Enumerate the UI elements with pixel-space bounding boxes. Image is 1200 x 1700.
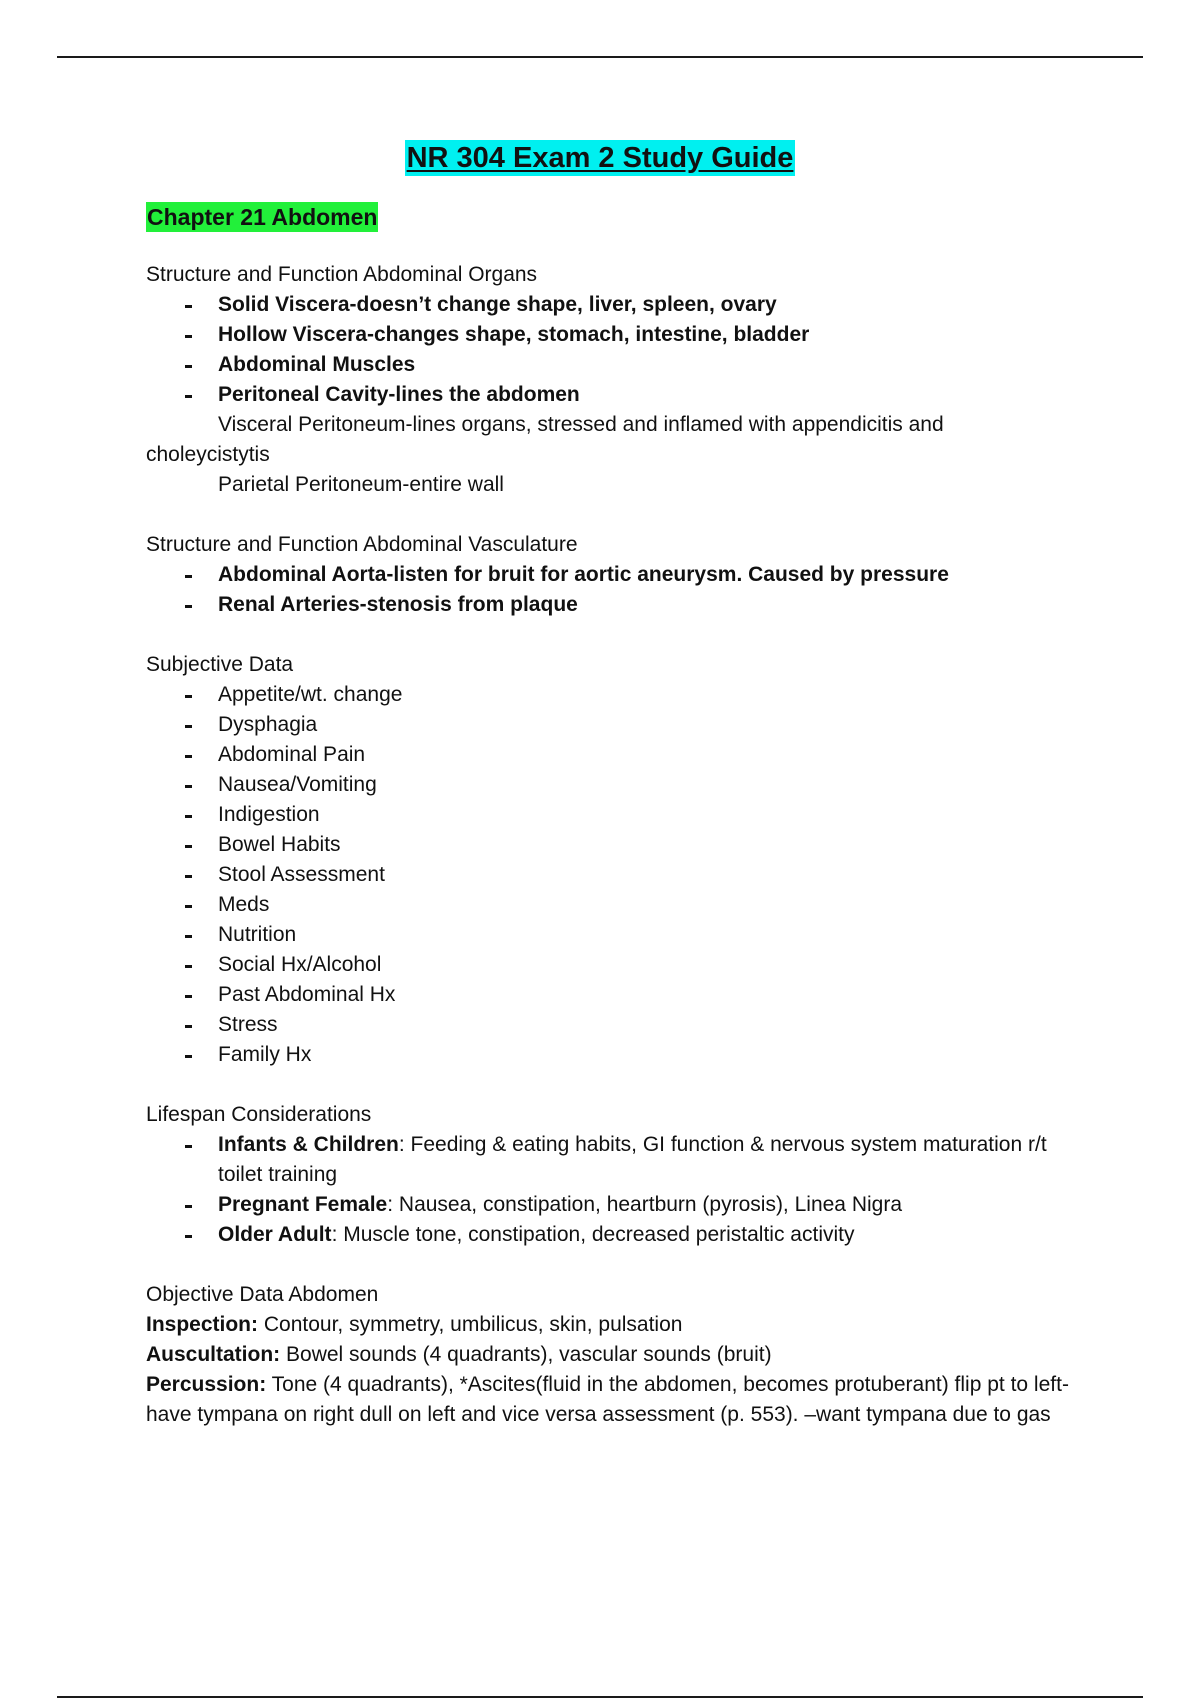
list-item: Indigestion <box>146 800 1096 830</box>
percussion-label: Percussion: <box>146 1373 267 1396</box>
auscultation-line <box>146 1340 1096 1370</box>
lifespan-list <box>146 1130 1096 1250</box>
list-item: Dysphagia <box>146 710 1096 740</box>
list-item: Peritoneal Cavity-lines the abdomen <box>146 380 1096 410</box>
percussion-text: Tone (4 quadrants), *Ascites(fluid in the abdomen, becomes protuberant) flip pt to left-have tympana on right dull on left and vice versa assessment (p. 553). –want tympana due to gas <box>146 1373 1069 1426</box>
section-heading: Subjective Data <box>146 653 294 676</box>
list-item <box>146 1130 1096 1190</box>
section-heading: Lifespan Considerations <box>146 1103 372 1126</box>
list-item <box>146 1220 1096 1250</box>
objective-section <box>146 1280 1096 1430</box>
organs-list <box>146 290 1096 410</box>
page-title: NR 304 Exam 2 Study Guide <box>406 142 794 174</box>
visceral-peritoneum-continued: choleycistytis <box>146 443 270 466</box>
percussion-line <box>146 1370 1096 1430</box>
list-item: Social Hx/Alcohol <box>146 950 1096 980</box>
auscultation-text: Bowel sounds (4 quadrants), vascular sounds (bruit) <box>280 1343 772 1366</box>
list-item: Stool Assessment <box>146 860 1096 890</box>
item-text: : Muscle tone, constipation, decreased peristaltic activity <box>331 1223 855 1246</box>
inspection-label: Inspection: <box>146 1313 259 1336</box>
item-label: Pregnant Female <box>218 1193 388 1216</box>
item-text: : Feeding & eating habits, GI function & nervous system maturation r/t toilet training <box>218 1133 1047 1186</box>
inspection-text: Contour, symmetry, umbilicus, skin, pulsation <box>258 1313 683 1336</box>
top-rule <box>57 56 1143 58</box>
list-item: Appetite/wt. change <box>146 680 1096 710</box>
document-body <box>146 140 1096 1460</box>
vasculature-list <box>146 560 1096 620</box>
organs-section <box>146 260 1096 500</box>
parietal-peritoneum-text: Parietal Peritoneum-entire wall <box>218 473 504 496</box>
list-item: Family Hx <box>146 1040 1096 1070</box>
subjective-list <box>146 680 1096 1070</box>
list-item: Solid Viscera-doesn’t change shape, liver, spleen, ovary <box>146 290 1096 320</box>
lifespan-section <box>146 1100 1096 1250</box>
vasculature-section <box>146 530 1096 620</box>
list-item <box>146 1190 1096 1220</box>
auscultation-label: Auscultation: <box>146 1343 281 1366</box>
list-item: Abdominal Muscles <box>146 350 1096 380</box>
inspection-line <box>146 1310 1096 1340</box>
chapter-heading: Chapter 21 Abdomen <box>147 204 378 230</box>
section-heading: Structure and Function Abdominal Vasculature <box>146 533 578 556</box>
list-item: Past Abdominal Hx <box>146 980 1096 1010</box>
list-item: Hollow Viscera-changes shape, stomach, intestine, bladder <box>146 320 1096 350</box>
visceral-peritoneum-text: Visceral Peritoneum-lines organs, stressed and inflamed with appendicitis and <box>218 413 944 436</box>
item-text: : Nausea, constipation, heartburn (pyrosis), Linea Nigra <box>387 1193 903 1216</box>
list-item: Meds <box>146 890 1096 920</box>
section-heading: Objective Data Abdomen <box>146 1283 379 1306</box>
list-item: Nutrition <box>146 920 1096 950</box>
list-item: Stress <box>146 1010 1096 1040</box>
item-label: Infants & Children <box>218 1133 399 1156</box>
bottom-rule <box>57 1696 1143 1698</box>
section-heading: Structure and Function Abdominal Organs <box>146 263 538 286</box>
list-item: Nausea/Vomiting <box>146 770 1096 800</box>
item-label: Older Adult <box>218 1223 332 1246</box>
list-item: Bowel Habits <box>146 830 1096 860</box>
list-item: Abdominal Pain <box>146 740 1096 770</box>
list-item: Renal Arteries-stenosis from plaque <box>146 590 1096 620</box>
subjective-section <box>146 650 1096 1070</box>
list-item: Abdominal Aorta-listen for bruit for aortic aneurysm. Caused by pressure <box>146 560 1096 590</box>
